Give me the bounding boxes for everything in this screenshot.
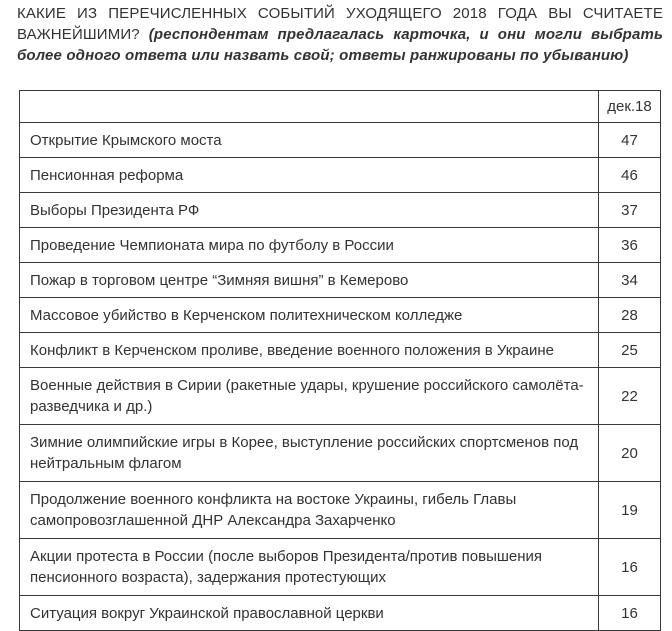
table-row [20,123,661,158]
results-table [19,90,661,631]
table-row [20,193,661,228]
row-value: 20 [599,425,661,482]
row-value: 25 [599,333,661,368]
table-row [20,425,661,482]
table-row [20,539,661,596]
row-value: 22 [599,368,661,425]
row-label: Ситуация вокруг Украинской православной церкви [20,596,599,631]
row-value: 28 [599,298,661,333]
row-label: Массовое убийство в Керченском политехническом колледже [20,298,599,333]
table-row [20,482,661,539]
row-label: Акции протеста в России (после выборов Президента/против повышения пенсионного возраста), задержания протестующих [20,539,599,596]
row-label: Военные действия в Сирии (ракетные удары, крушение российского самолёта-разведчика и др.) [20,368,599,425]
row-label: Конфликт в Керченском проливе, введение военного положения в Украине [20,333,599,368]
table-row [20,596,661,631]
row-value: 16 [599,596,661,631]
row-value: 36 [599,228,661,263]
table-row [20,333,661,368]
table-row [20,298,661,333]
row-label: Выборы Президента РФ [20,193,599,228]
row-label: Пенсионная реформа [20,158,599,193]
row-value: 37 [599,193,661,228]
question-text [17,3,663,66]
row-value: 34 [599,263,661,298]
table-header-row [20,91,661,123]
row-label: Пожар в торговом центре “Зимняя вишня” в Кемерово [20,263,599,298]
row-label: Зимние олимпийские игры в Корее, выступление российских спортсменов под нейтральным флагом [20,425,599,482]
row-value: 46 [599,158,661,193]
row-value: 47 [599,123,661,158]
row-label: Открытие Крымского моста [20,123,599,158]
question-note: (респондентам предлагалась карточка, и они могли выбрать более одного ответа или назвать свой; ответы ранжированы по убыванию) [17,26,663,64]
header-label-cell [20,91,599,123]
table-row [20,368,661,425]
table-row [20,228,661,263]
row-label: Продолжение военного конфликта на востоке Украины, гибель Главы самопровозглашенной ДНР Александра Захарченко [20,482,599,539]
row-value: 19 [599,482,661,539]
row-value: 16 [599,539,661,596]
table-row [20,263,661,298]
question-main: КАКИЕ ИЗ ПЕРЕЧИСЛЕННЫХ СОБЫТИЙ УХОДЯЩЕГО 2018 ГОДА ВЫ СЧИТАЕТЕ ВАЖНЕЙШИМИ? [17,5,663,43]
row-label: Проведение Чемпионата мира по футболу в России [20,228,599,263]
table-row [20,158,661,193]
header-value-cell: дек.18 [599,91,661,123]
